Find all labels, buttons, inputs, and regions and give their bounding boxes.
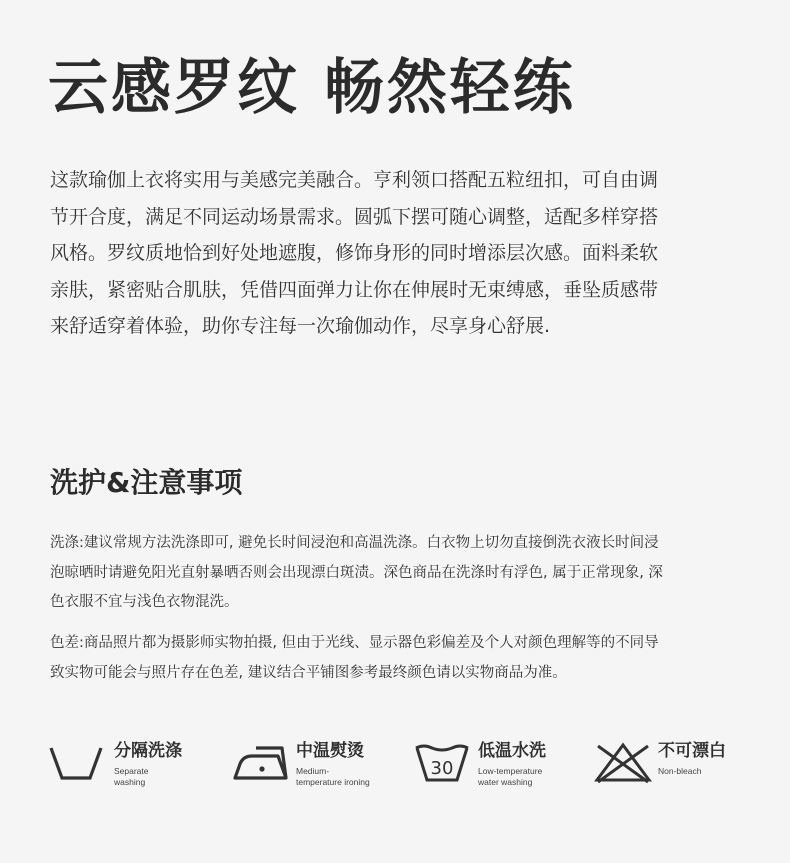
washing-note	[50, 529, 760, 618]
description-line: 风格。罗纹质地恰到好处地遮腹，修饰身形的同时增添层次感。面料柔软	[50, 242, 659, 264]
wash-temperature-label: 30	[430, 758, 454, 779]
color-difference-note	[50, 629, 760, 688]
care-item-subtitle: Low-temperature water washing	[478, 766, 543, 787]
washing-note-line: 色衣服不宜与浅色衣物混洗。	[50, 594, 239, 610]
care-item-separate-washing	[48, 738, 228, 798]
color-note-line: 致实物可能会与照片存在色差, 建议结合平铺图参考最终颜色请以实物商品为准。	[50, 664, 567, 681]
care-item-subtitle: Medium- temperature ironing	[296, 766, 370, 787]
wash-basin-icon	[48, 742, 104, 782]
care-item-title: 不可漂白	[658, 741, 726, 761]
care-item-title: 低温水洗	[478, 741, 546, 761]
care-item-subtitle: Non-bleach	[658, 766, 702, 776]
care-item-medium-ironing	[232, 738, 422, 798]
no-bleach-icon	[594, 742, 652, 784]
care-section-title: 洗护&注意事项	[50, 466, 243, 499]
product-description	[50, 162, 720, 345]
iron-icon	[232, 742, 290, 782]
description-line: 节开合度，满足不同运动场景需求。圆弧下摆可随心调整，适配多样穿搭	[50, 205, 659, 228]
description-line: 来舒适穿着体验，助你专注每一次瑜伽动作，尽享身心舒展.	[50, 315, 551, 337]
care-item-title: 分隔洗涤	[114, 741, 182, 761]
care-item-subtitle: Separate washing	[114, 766, 149, 787]
care-item-low-temp-washing	[414, 738, 604, 798]
care-item-non-bleach	[594, 738, 774, 798]
description-line: 亲肤，紧密贴合肌肤，凭借四面弹力让你在伸展时无束缚感，垂坠质感带	[50, 278, 659, 301]
washing-note-line: 洗涤:建议常规方法洗涤即可, 避免长时间浸泡和高温洗涤。白衣物上切勿直接倒洗衣液长时间浸	[50, 535, 659, 551]
care-item-title: 中温熨烫	[296, 741, 364, 761]
description-line: 这款瑜伽上衣将实用与美感完美融合。亨利领口搭配五粒纽扣，可自由调	[50, 169, 659, 191]
washing-note-line: 泡晾晒时请避免阳光直射暴晒否则会出现漂白斑渍。深色商品在洗涤时有浮色, 属于正常现象, 深	[50, 564, 663, 581]
color-note-line: 色差:商品照片都为摄影师实物拍摄, 但由于光线、显示器色彩偏差及个人对颜色理解等的不同导	[50, 635, 659, 651]
wash-30-icon	[414, 742, 470, 784]
headline: 云感罗纹 畅然轻练	[48, 53, 576, 123]
care-icons-row	[48, 738, 768, 798]
